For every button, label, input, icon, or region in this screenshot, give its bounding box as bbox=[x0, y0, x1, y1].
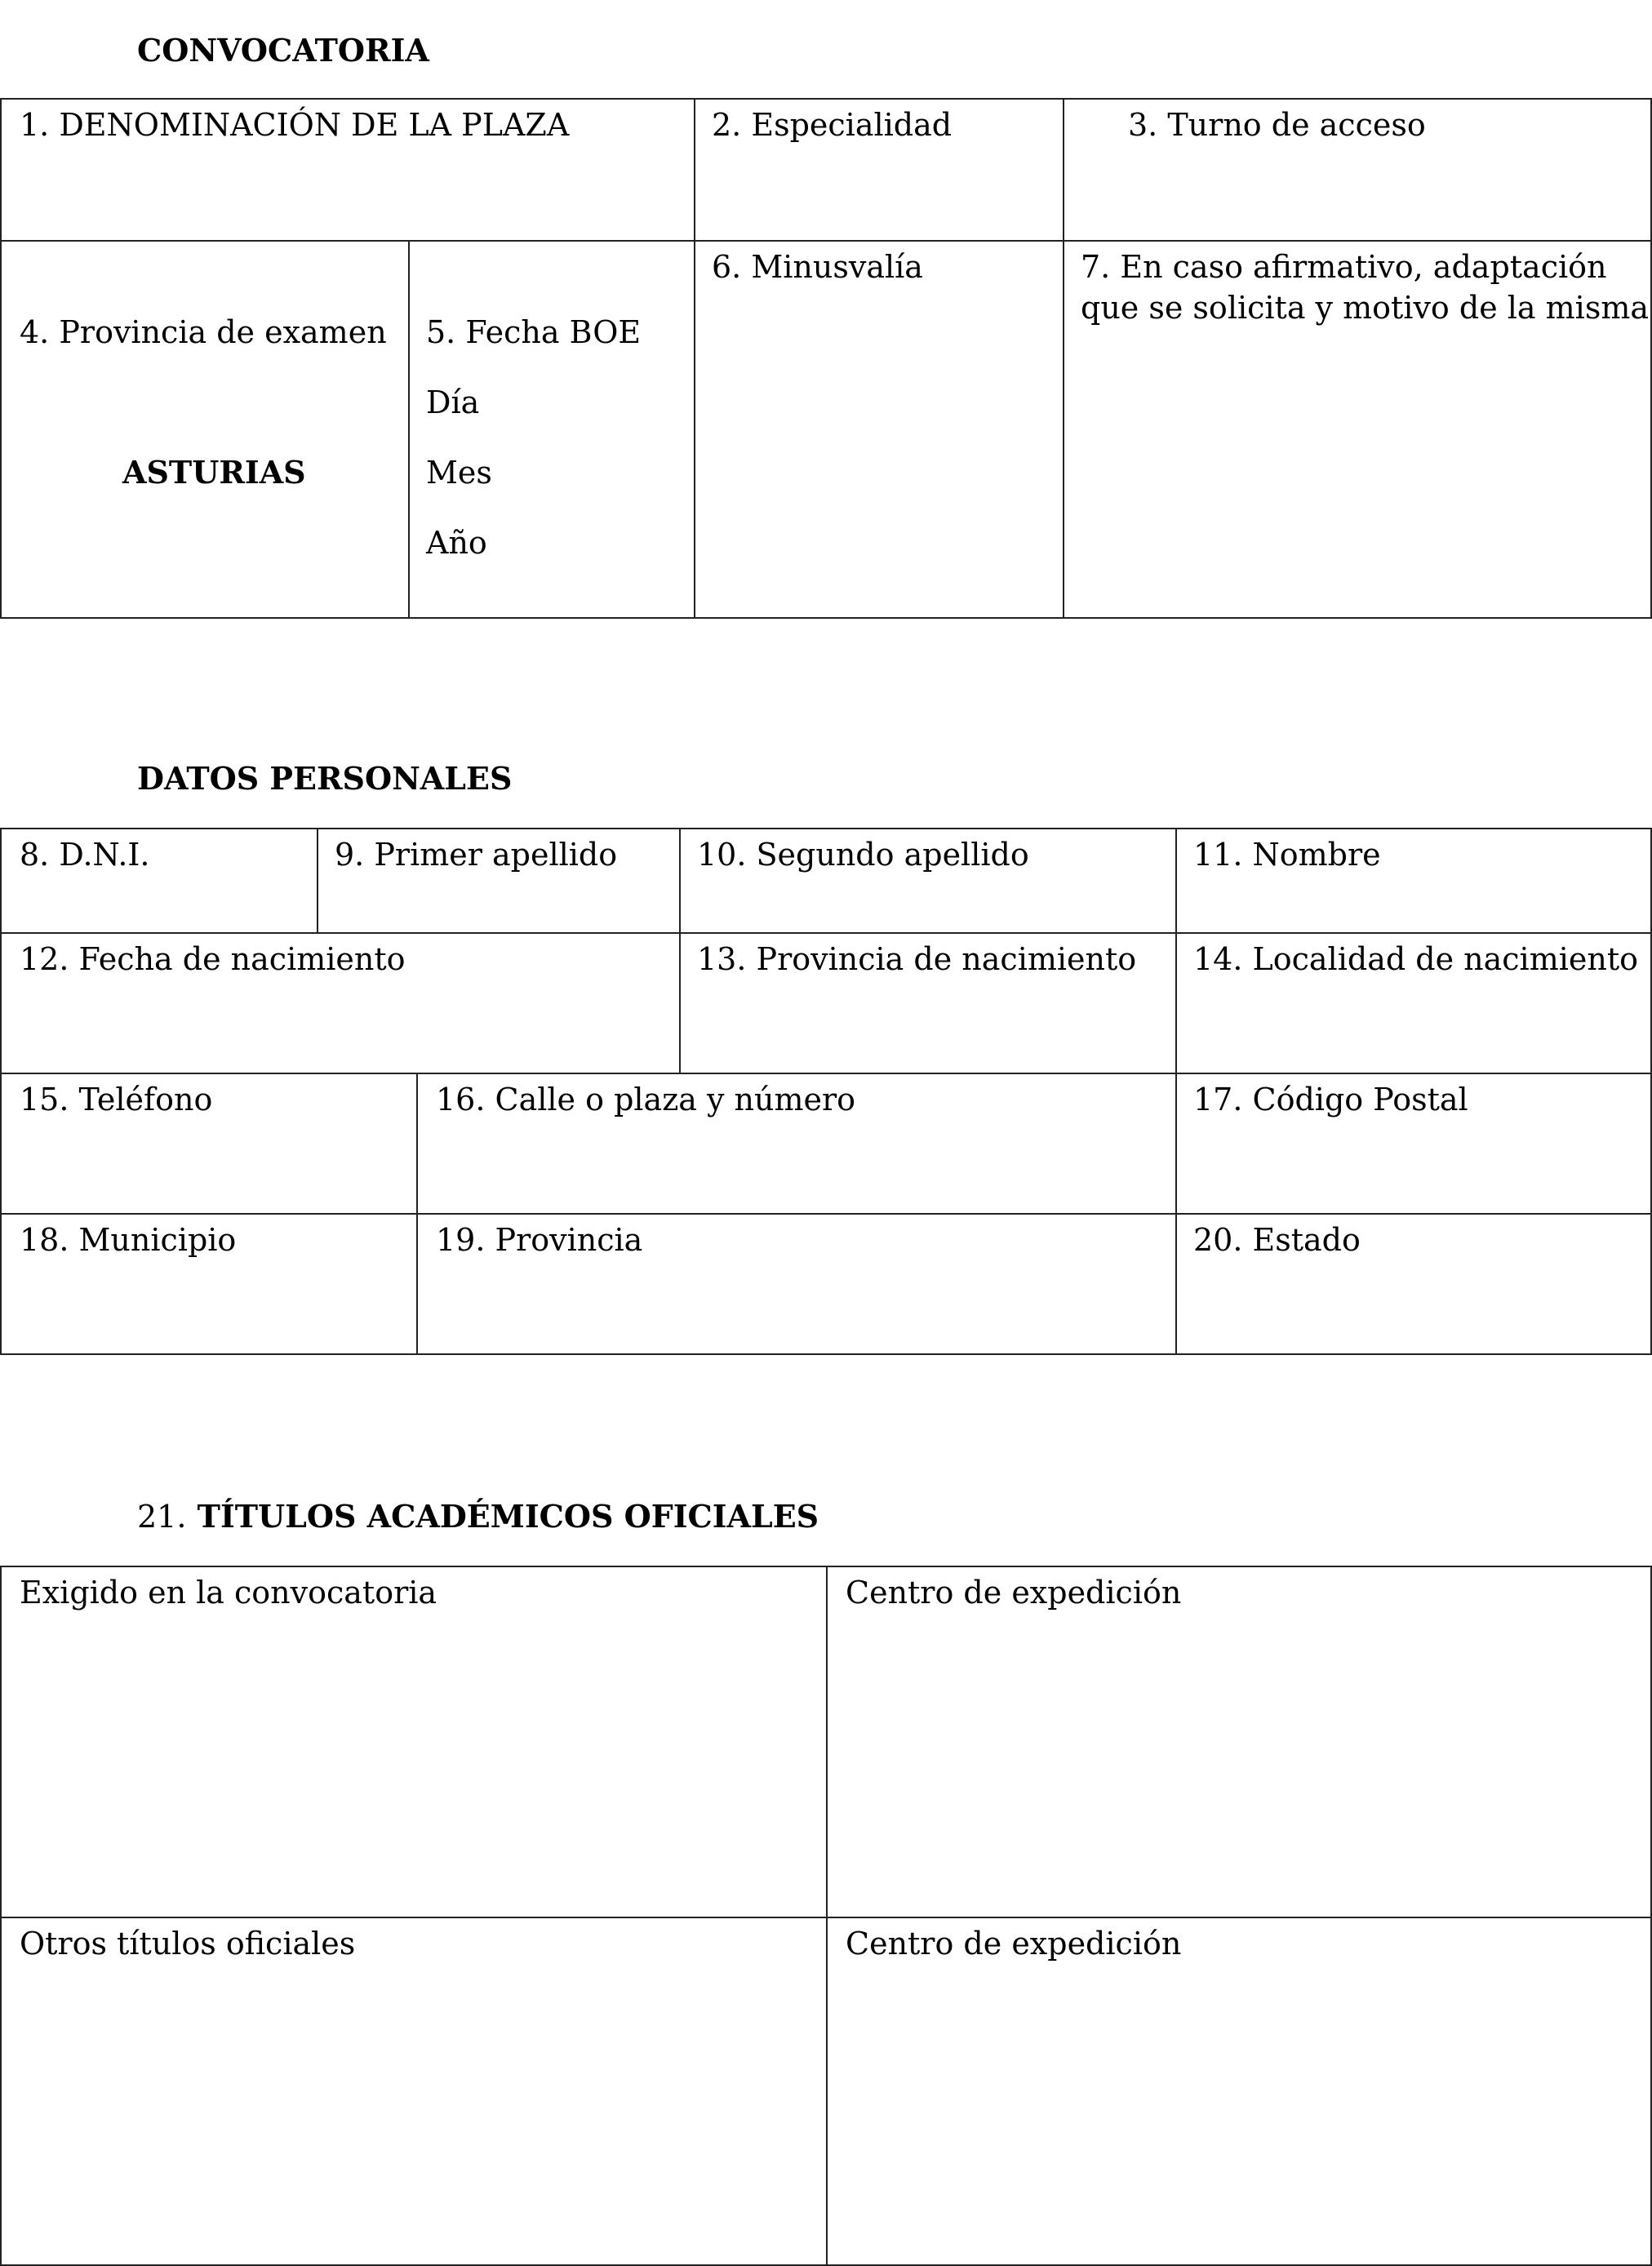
adaptacion-label-line2: que se solicita y motivo de la misma bbox=[1081, 290, 1650, 326]
nombre-label: 11. Nombre bbox=[1193, 837, 1381, 873]
otros-titulos-label: Otros títulos oficiales bbox=[20, 1926, 356, 1962]
segundo-apellido-field[interactable] bbox=[679, 828, 1177, 934]
especialidad-field[interactable] bbox=[694, 98, 1064, 242]
codigo-postal-label: 17. Código Postal bbox=[1193, 1082, 1468, 1117]
provincia-examen-value: ASTURIAS bbox=[122, 454, 306, 491]
estado-field[interactable] bbox=[1175, 1213, 1652, 1355]
centro-expedicion-field-2[interactable] bbox=[826, 1917, 1652, 2266]
otros-titulos-field[interactable] bbox=[0, 1917, 828, 2266]
primer-apellido-label: 9. Primer apellido bbox=[335, 837, 618, 873]
fecha-nacimiento-field[interactable] bbox=[0, 932, 681, 1074]
estado-label: 20. Estado bbox=[1193, 1222, 1361, 1258]
especialidad-label: 2. Especialidad bbox=[712, 107, 953, 143]
turno-acceso-label: 3. Turno de acceso bbox=[1128, 107, 1426, 143]
centro-expedicion-label-1: Centro de expedición bbox=[846, 1575, 1182, 1611]
provincia-label: 19. Provincia bbox=[436, 1222, 643, 1258]
provincia-nacimiento-field[interactable] bbox=[679, 932, 1177, 1074]
centro-expedicion-field-1[interactable] bbox=[826, 1566, 1652, 1918]
titulo-exigido-field[interactable] bbox=[0, 1566, 828, 1918]
denominacion-field[interactable] bbox=[0, 98, 695, 242]
fecha-boe-anio: Año bbox=[426, 525, 487, 561]
dni-field[interactable] bbox=[0, 828, 318, 934]
minusvalia-label: 6. Minusvalía bbox=[712, 249, 923, 285]
denominacion-label: 1. DENOMINACIÓN DE LA PLAZA bbox=[20, 107, 570, 143]
titulos-heading-number: 21. bbox=[137, 1499, 187, 1535]
turno-acceso-field[interactable] bbox=[1063, 98, 1652, 242]
adaptacion-field[interactable] bbox=[1063, 240, 1652, 619]
centro-expedicion-label-2: Centro de expedición bbox=[846, 1926, 1182, 1962]
calle-field[interactable] bbox=[416, 1073, 1177, 1215]
titulos-heading-text: TÍTULOS ACADÉMICOS OFICIALES bbox=[197, 1498, 819, 1535]
localidad-nacimiento-field[interactable] bbox=[1175, 932, 1652, 1074]
fecha-boe-label: 5. Fecha BOE bbox=[426, 314, 642, 350]
municipio-label: 18. Municipio bbox=[20, 1222, 237, 1258]
provincia-examen-field[interactable] bbox=[0, 240, 410, 619]
municipio-field[interactable] bbox=[0, 1213, 418, 1355]
nombre-field[interactable] bbox=[1175, 828, 1652, 934]
localidad-nacimiento-label: 14. Localidad de nacimiento bbox=[1193, 941, 1639, 977]
titulos-heading bbox=[137, 1497, 819, 1536]
calle-label: 16. Calle o plaza y número bbox=[436, 1082, 856, 1117]
convocatoria-heading: CONVOCATORIA bbox=[137, 32, 429, 69]
primer-apellido-field[interactable] bbox=[317, 828, 681, 934]
segundo-apellido-label: 10. Segundo apellido bbox=[697, 837, 1029, 873]
fecha-boe-dia: Día bbox=[426, 384, 480, 420]
minusvalia-field[interactable] bbox=[694, 240, 1064, 619]
provincia-examen-label: 4. Provincia de examen bbox=[20, 314, 387, 350]
fecha-nacimiento-label: 12. Fecha de nacimiento bbox=[20, 941, 406, 977]
dni-label: 8. D.N.I. bbox=[20, 837, 150, 873]
fecha-boe-mes: Mes bbox=[426, 455, 492, 491]
provincia-field[interactable] bbox=[416, 1213, 1177, 1355]
fecha-boe-field[interactable] bbox=[408, 240, 695, 619]
adaptacion-label-line1: 7. En caso afirmativo, adaptación bbox=[1081, 249, 1607, 285]
codigo-postal-field[interactable] bbox=[1175, 1073, 1652, 1215]
telefono-label: 15. Teléfono bbox=[20, 1082, 213, 1117]
datos-personales-heading: DATOS PERSONALES bbox=[137, 760, 513, 797]
titulo-exigido-label: Exigido en la convocatoria bbox=[20, 1575, 437, 1611]
telefono-field[interactable] bbox=[0, 1073, 418, 1215]
provincia-nacimiento-label: 13. Provincia de nacimiento bbox=[697, 941, 1137, 977]
